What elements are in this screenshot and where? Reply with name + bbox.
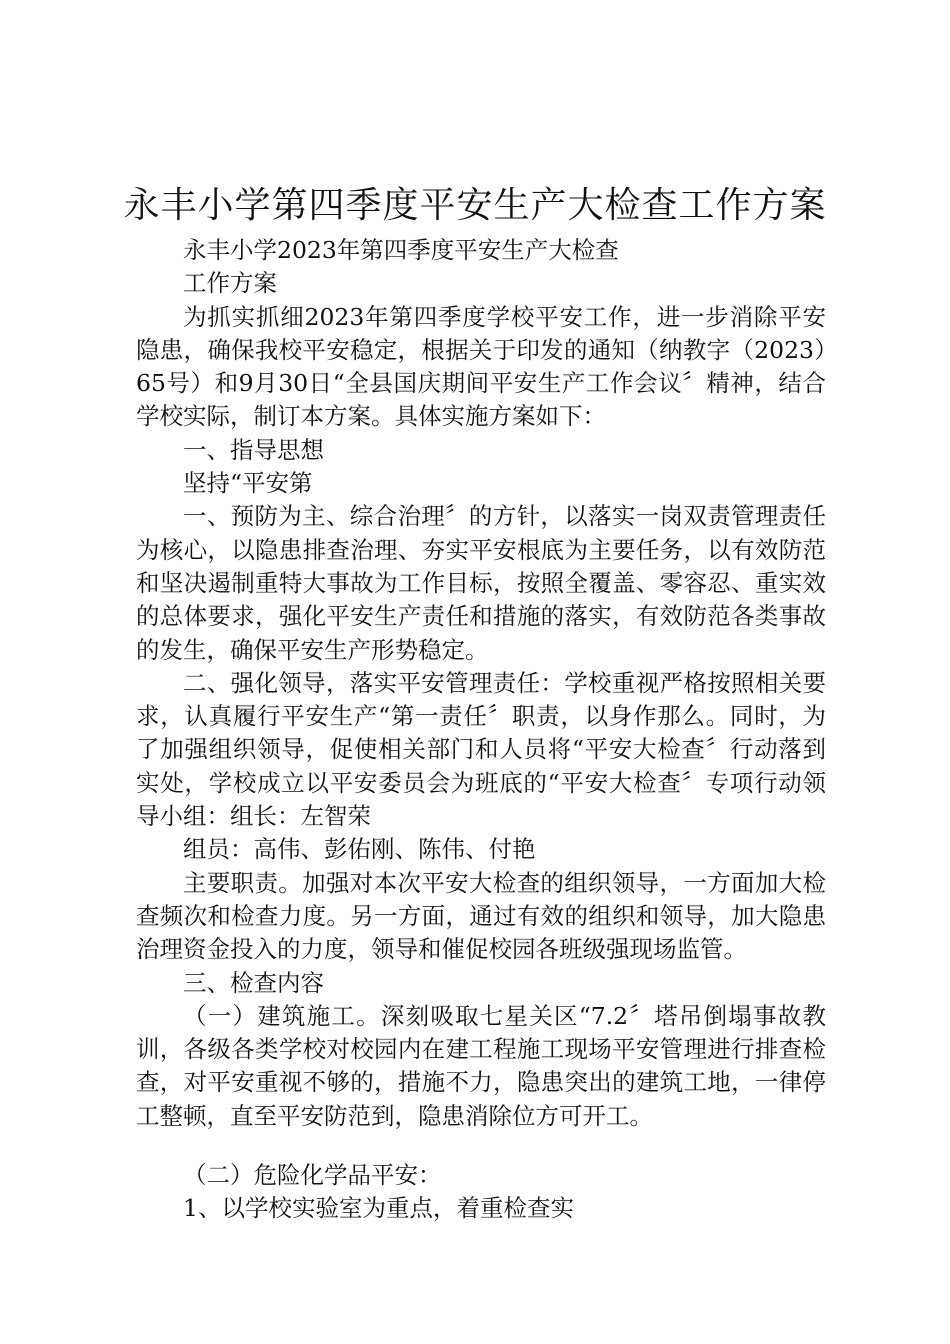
paragraph-intro: 为抓实抓细2023年第四季度学校平安工作，进一步消除平安隐患，确保我校平安稳定，根据关于印发的通知（纳教字（2023）65号）和9月30日“全县国庆期间平安生产工作会议〞精神，结合学校实际，制订本方案。具体实施方案如下： (136, 302, 826, 431)
heading-hazardous-chemicals: （二）危险化学品平安： (183, 1161, 442, 1190)
paragraph-adhere: 坚持“平安第 (183, 469, 313, 498)
document-title: 永丰小学第四季度平安生产大检查工作方案 (123, 185, 827, 226)
paragraph-subtitle-line2: 工作方案 (183, 269, 277, 298)
paragraph-strengthen-leadership: 二、强化领导，落实平安管理责任：学校重视严格按照相关要求，认真履行平安生产“第一责任〞职责，以身作那么。同时，为了加强组织领导，促使相关部门和人员将“平安大检查〞行动落到实处，学校成立以平安委员会为班底的“平安大检查〞专项行动领导小组：组长：左智荣 (136, 668, 826, 831)
paragraph-laboratory: 1、以学校实验室为重点，着重检查实 (183, 1194, 574, 1223)
heading-guiding-thought: 一、指导思想 (183, 435, 324, 464)
paragraph-subtitle-line1: 永丰小学2023年第四季度平安生产大检查 (183, 236, 619, 264)
paragraph-prevention-policy: 一、预防为主、综合治理〞的方针，以落实一岗双责管理责任为核心，以隐患排查治理、夯实平安根底为主要任务，以有效防范和坚决遏制重特大事故为工作目标，按照全覆盖、零容忍、重实效的总体要求，强化平安生产责任和措施的落实，有效防范各类事故的发生，确保平安生产形势稳定。 (136, 502, 826, 664)
heading-inspection-content: 三、检查内容 (183, 968, 324, 997)
paragraph-main-duties: 主要职责。加强对本次平安大检查的组织领导，一方面加大检查频次和检查力度。另一方面，通过有效的组织和领导，加大隐患治理资金投入的力度，领导和催促校园各班级强现场监管。 (136, 868, 826, 964)
paragraph-construction: （一）建筑施工。深刻吸取七星关区“7.2〞塔吊倒塌事故教训，各级各类学校对校园内在建工程施工现场平安管理进行排查检查，对平安重视不够的，措施不力，隐患突出的建筑工地，一律停工整顿，直至平安防范到，隐患消除位方可开工。 (136, 1001, 826, 1130)
document-body (136, 234, 826, 1226)
paragraph-members: 组员：高伟、彭佑刚、陈伟、付艳 (183, 835, 536, 864)
